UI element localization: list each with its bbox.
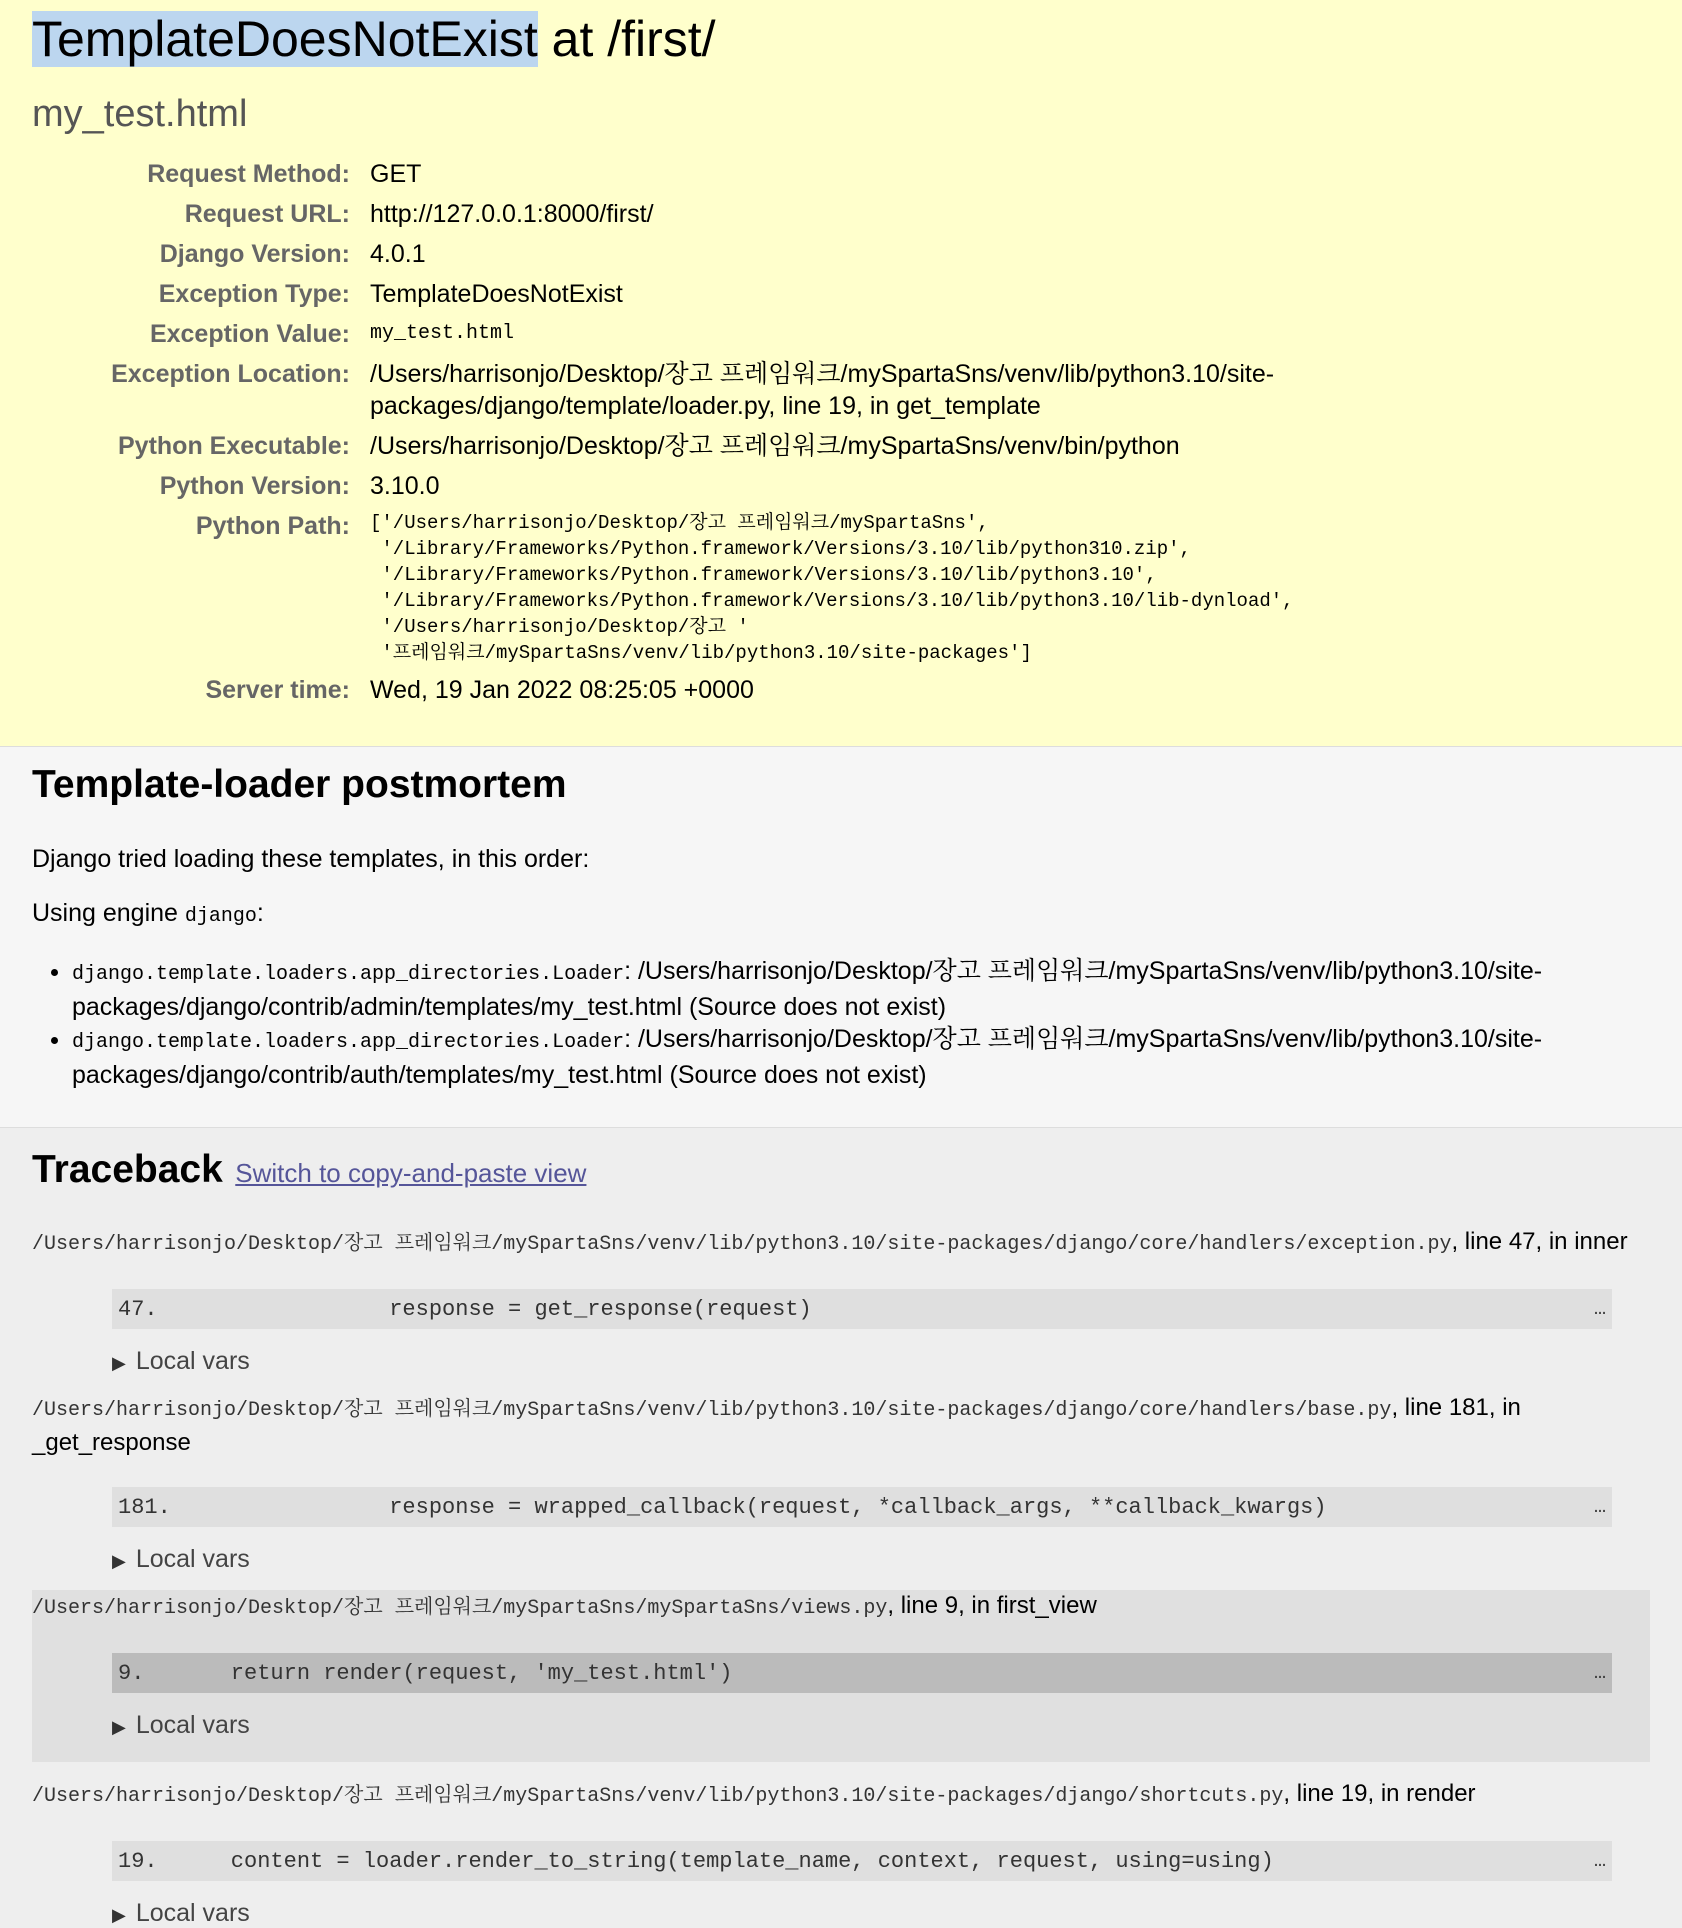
meta-label: Exception Location: — [111, 360, 350, 388]
meta-label: Request Method: — [147, 160, 350, 188]
request-meta-table — [32, 158, 1410, 714]
loader-item — [72, 1023, 1650, 1091]
meta-row — [32, 470, 1410, 510]
triangle-right-icon: ▶ — [112, 1551, 126, 1571]
loader-path: : /Users/harrisonjo/Desktop/장고 프레임워크/mySpartaSns/venv/lib/python3.10/site-packages/django/contrib/admin/templates/my_test.html (Source does not exist) — [72, 957, 1543, 1021]
local-vars-toggle[interactable] — [112, 1347, 1650, 1376]
meta-value: /Users/harrisonjo/Desktop/장고 프레임워크/mySpartaSns/venv/bin/python — [370, 432, 1180, 460]
code-text: response = get_response(request) — [178, 1296, 812, 1322]
local-vars-toggle[interactable] — [112, 1899, 1650, 1928]
local-vars-toggle[interactable] — [112, 1711, 1650, 1740]
title-suffix: at /first/ — [537, 11, 716, 67]
meta-label: Python Path: — [195, 512, 350, 540]
meta-label: Server time: — [205, 676, 350, 704]
meta-row — [32, 674, 1410, 714]
python-path-line: ['/Users/harrisonjo/Desktop/장고 프레임워크/mySpartaSns', — [370, 512, 989, 534]
frame-file: /Users/harrisonjo/Desktop/장고 프레임워크/mySpartaSns/venv/lib/python3.10/site-packages/django/core/handlers/exception.py — [32, 1233, 1452, 1256]
python-path-line: '/Library/Frameworks/Python.framework/Versions/3.10/lib/python3.10/lib-dynload', — [370, 590, 1294, 612]
loader-name: django.template.loaders.app_directories.Loader — [72, 1031, 625, 1054]
frame-file: /Users/harrisonjo/Desktop/장고 프레임워크/mySpartaSns/venv/lib/python3.10/site-packages/django/shortcuts.py — [32, 1785, 1284, 1808]
expand-context-icon[interactable]: … — [1593, 1297, 1606, 1321]
local-vars-label: Local vars — [135, 1545, 250, 1573]
traceback-section — [0, 1128, 1682, 1928]
meta-label: Exception Value: — [149, 320, 350, 348]
triangle-right-icon: ▶ — [112, 1905, 126, 1925]
context-line[interactable] — [112, 1841, 1612, 1881]
line-number: 181. — [118, 1494, 171, 1520]
frame-location — [32, 1392, 1650, 1459]
code-text: content = loader.render_to_string(template_name, context, request, using=using) — [178, 1848, 1274, 1874]
frame-info: , line 181, in _get_response — [32, 1394, 1521, 1456]
meta-value: GET — [370, 160, 422, 188]
line-number: 19. — [118, 1848, 158, 1874]
frame-location — [32, 1778, 1650, 1813]
python-path-line: '/Library/Frameworks/Python.framework/Versions/3.10/lib/python3.10', — [370, 564, 1157, 586]
frame-file: /Users/harrisonjo/Desktop/장고 프레임워크/mySpartaSns/mySpartaSns/views.py — [32, 1597, 888, 1620]
local-vars-label: Local vars — [135, 1711, 250, 1739]
context-line[interactable] — [112, 1653, 1612, 1693]
line-number: 9. — [118, 1660, 145, 1686]
loader-list — [32, 955, 1650, 1091]
code-text: return render(request, 'my_test.html') — [178, 1660, 733, 1686]
exception-name: TemplateDoesNotExist — [32, 11, 538, 67]
meta-label: Exception Type: — [158, 280, 350, 308]
traceback-header — [32, 1148, 1650, 1192]
meta-label: Python Version: — [159, 472, 350, 500]
engine-line — [32, 897, 1650, 933]
meta-row — [32, 278, 1410, 318]
postmortem-intro: Django tried loading these templates, in this order: — [32, 845, 590, 873]
frame-location — [32, 1590, 1650, 1625]
context-line[interactable] — [112, 1487, 1612, 1527]
meta-value: 4.0.1 — [370, 240, 426, 268]
meta-row — [32, 358, 1410, 430]
meta-value: Wed, 19 Jan 2022 08:25:05 +0000 — [370, 676, 754, 704]
python-path-line: '/Users/harrisonjo/Desktop/장고 ' — [370, 616, 749, 638]
meta-value: http://127.0.0.1:8000/first/ — [370, 200, 654, 228]
line-number: 47. — [118, 1296, 158, 1322]
meta-row — [32, 510, 1410, 674]
expand-context-icon[interactable]: … — [1593, 1495, 1606, 1519]
meta-value: 3.10.0 — [370, 472, 440, 500]
expand-context-icon[interactable]: … — [1593, 1661, 1606, 1685]
postmortem-heading: Template-loader postmortem — [32, 763, 567, 806]
code-text: response = wrapped_callback(request, *callback_args, **callback_kwargs) — [178, 1494, 1327, 1520]
engine-name: django — [184, 905, 257, 928]
traceback-frame — [32, 1778, 1650, 1928]
loader-path: : /Users/harrisonjo/Desktop/장고 프레임워크/mySpartaSns/venv/lib/python3.10/site-packages/django/contrib/auth/templates/my_test.html (Source does not exist) — [72, 1025, 1543, 1089]
traceback-frame — [32, 1226, 1650, 1376]
meta-row — [32, 430, 1410, 470]
python-path-line: '프레임워크/mySpartaSns/venv/lib/python3.10/site-packages'] — [370, 642, 1032, 664]
traceback-heading: Traceback — [32, 1148, 223, 1191]
frame-info: , line 47, in inner — [1451, 1228, 1628, 1255]
page-title — [32, 12, 1650, 67]
traceback-frame-user — [32, 1590, 1650, 1762]
engine-prefix: Using engine — [32, 899, 185, 927]
python-path-value — [370, 510, 1410, 674]
meta-row — [32, 198, 1410, 238]
meta-label: Django Version: — [159, 240, 350, 268]
loader-name: django.template.loaders.app_directories.Loader — [72, 963, 625, 986]
frame-file: /Users/harrisonjo/Desktop/장고 프레임워크/mySpartaSns/venv/lib/python3.10/site-packages/django/core/handlers/base.py — [32, 1399, 1392, 1422]
meta-value: my_test.html — [370, 322, 515, 345]
exception-value-heading: my_test.html — [32, 93, 248, 135]
meta-value: TemplateDoesNotExist — [370, 280, 623, 308]
triangle-right-icon: ▶ — [112, 1353, 126, 1373]
switch-copy-paste-link[interactable]: Switch to copy-and-paste view — [235, 1158, 587, 1188]
traceback-frame — [32, 1392, 1650, 1574]
meta-label: Request URL: — [184, 200, 350, 228]
meta-label: Python Executable: — [118, 432, 350, 460]
meta-row — [32, 318, 1410, 358]
loader-item — [72, 955, 1650, 1023]
frame-info: , line 19, in render — [1283, 1780, 1476, 1807]
meta-value: /Users/harrisonjo/Desktop/장고 프레임워크/mySpartaSns/venv/lib/python3.10/site-packages/django/template/loader.py, line 19, in get_template — [370, 360, 1275, 420]
python-path-line: '/Library/Frameworks/Python.framework/Versions/3.10/lib/python310.zip', — [370, 538, 1191, 560]
meta-row — [32, 238, 1410, 278]
triangle-right-icon: ▶ — [112, 1717, 126, 1737]
engine-suffix: : — [256, 899, 264, 927]
frame-info: , line 9, in first_view — [887, 1592, 1097, 1619]
postmortem-section — [0, 747, 1682, 1128]
local-vars-label: Local vars — [135, 1899, 250, 1927]
context-line[interactable] — [112, 1289, 1612, 1329]
local-vars-toggle[interactable] — [112, 1545, 1650, 1574]
frame-location — [32, 1226, 1650, 1261]
summary-section — [0, 0, 1682, 747]
expand-context-icon[interactable]: … — [1593, 1849, 1606, 1873]
meta-row — [32, 158, 1410, 198]
local-vars-label: Local vars — [135, 1347, 250, 1375]
